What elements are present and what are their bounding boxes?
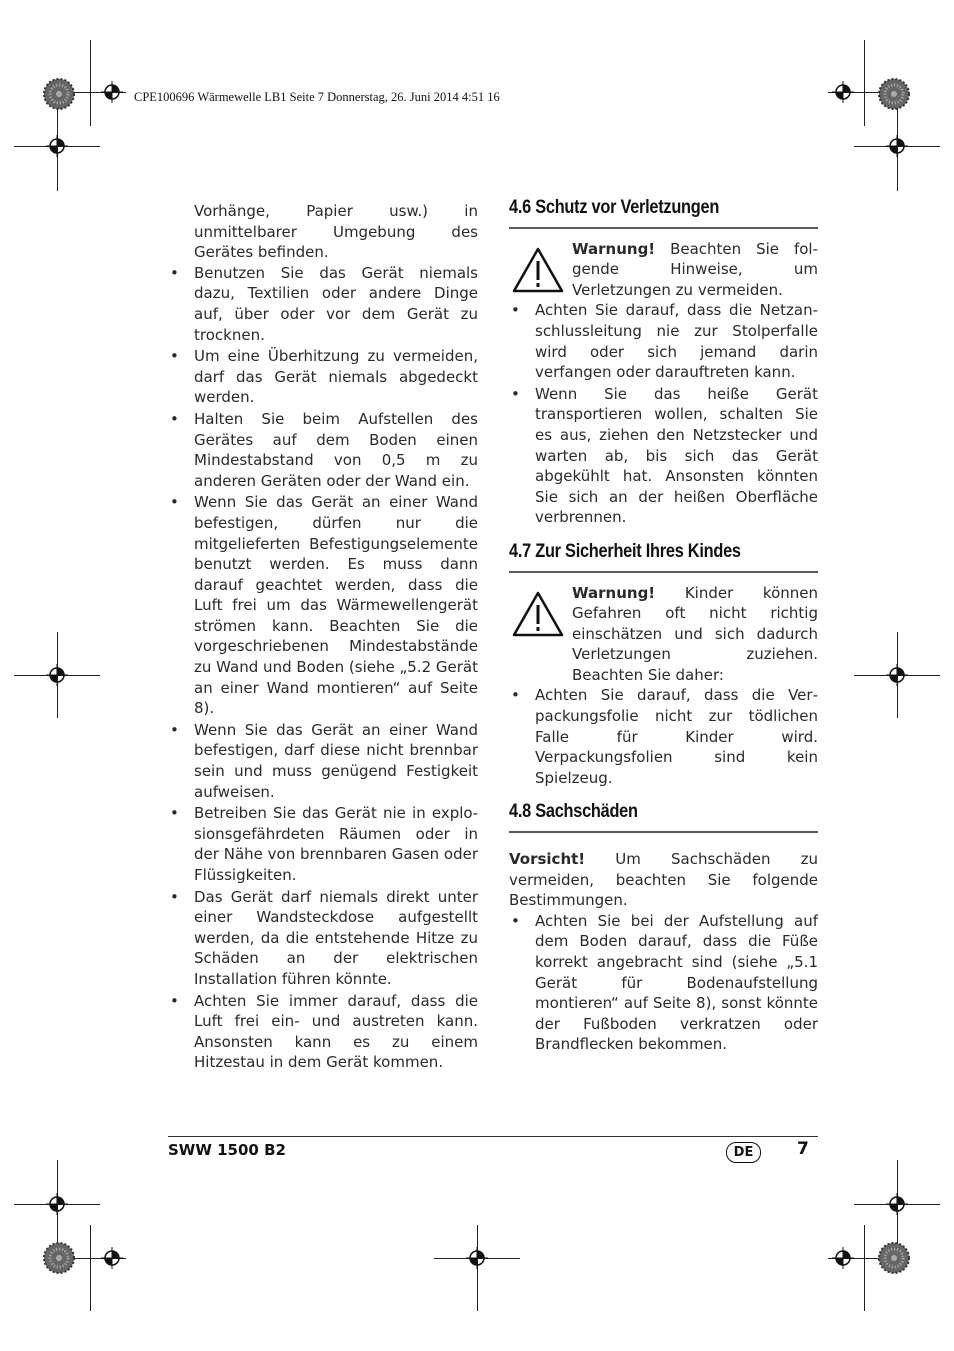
print-job-header: CPE100696 Wärmewelle LB1 Seite 7 Donnerstag, 26. Juni 2014 4:51 16 — [134, 90, 500, 104]
caution-label: Vorsicht! — [509, 850, 586, 869]
warning-text: Kinder können Gefahren oft nicht richtig einschätzen und sich dadurch Verletzungen zuziehen. Beachten Sie daher: — [572, 583, 818, 684]
crosshair-icon — [466, 1247, 488, 1269]
footer-rule — [168, 1136, 818, 1137]
crosshair-icon — [46, 664, 68, 686]
list-item: • Wenn Sie das Gerät an einer Wand befestigen, dürfen nur die mitgelieferten Befestigungselemente benutzt werden. Es muss dann darauf geachtet werden, dass die Luft frei um das Wärmewellengerät strömen kann. Beachten Sie die vorgeschriebenen Mindestabstände zu Wand und Boden (siehe „5.2 Gerät an einer Wand montieren“ auf Seite 8). — [168, 492, 478, 719]
list-item: • Um eine Überhitzung zu vermeiden, darf das Gerät niemals abgedeckt werden. — [168, 346, 478, 408]
list-item: • Achten Sie bei der Aufstellung auf dem Boden darauf, dass die Füße korrekt angebracht sind (siehe „5.1 Gerät für Bodenaufstellung montieren“ auf Seite 8), sonst könnte der Fußboden verkratzen oder Brandflecken bekommen. — [509, 911, 818, 1055]
list-item: • Das Gerät darf niemals direkt unter einer Wandsteckdose aufgestellt werden, da die entstehende Hitze zu Schäden an der elektrischen Installation führen könnte. — [168, 887, 478, 990]
crosshair-icon — [886, 664, 908, 686]
right-column — [509, 198, 818, 1056]
left-column — [168, 201, 478, 1074]
section-title: 4.8 Sachschäden — [509, 801, 638, 823]
warning-label: Warnung! — [572, 583, 656, 602]
crosshair-icon — [886, 1193, 908, 1215]
continued-bullet-text: Vorhänge, Papier usw.) in unmittelbarer Umgebung des Gerätes befinden. — [194, 202, 478, 262]
list-item: • Benutzen Sie das Gerät niemals dazu, Textilien oder andere Dinge auf, über oder vor dem Gerät zu trocknen. — [168, 263, 478, 345]
warning-notice — [509, 583, 818, 686]
section-heading-block — [509, 198, 818, 229]
language-badge: DE — [726, 1142, 761, 1163]
crosshair-icon — [886, 135, 908, 157]
crosshair-icon — [46, 135, 68, 157]
calibration-wheel-icon — [878, 78, 910, 110]
crosshair-icon — [832, 81, 854, 103]
page-number: 7 — [797, 1139, 809, 1159]
calibration-wheel-icon — [878, 1242, 910, 1274]
warning-label: Warnung! — [572, 239, 656, 258]
warning-text: Beachten Sie folgende Hinweise, um Verletzungen zu vermeiden. — [572, 239, 818, 299]
list-item: • Achten Sie darauf, dass die Netzanschlussleitung nie zur Stolperfalle wird oder sich jemand darin verfangen oder darauftreten kann. — [509, 300, 818, 382]
section-bullet-list — [509, 685, 818, 788]
caution-text: Um Sachschäden zu vermeiden, beachten Sie folgende Bestimmungen. — [509, 850, 818, 910]
section-title: 4.7 Zur Sicherheit Ihres Kindes — [509, 540, 741, 562]
crosshair-icon — [101, 81, 123, 103]
warning-triangle-icon — [511, 590, 565, 644]
crosshair-icon — [46, 1193, 68, 1215]
list-item: • Halten Sie beim Aufstellen des Gerätes auf dem Boden einen Mindestabstand von 0,5 m zu anderen Geräten oder der Wand ein. — [168, 409, 478, 491]
calibration-wheel-icon — [43, 78, 75, 110]
caution-notice — [509, 849, 818, 911]
list-item: • Achten Sie darauf, dass die Verpackungsfolie nicht zur tödlichen Falle für Kinder wird. Verpackungsfolien sind kein Spielzeug. — [509, 685, 818, 788]
section-heading-block — [509, 802, 818, 833]
crosshair-icon — [101, 1247, 123, 1269]
section-title: 4.6 Schutz vor Verletzungen — [509, 197, 720, 218]
warning-notice — [509, 239, 818, 301]
list-item: • Wenn Sie das heiße Gerät transportieren wollen, schalten Sie es aus, ziehen den Netzstecker und warten ab, bis sich das Gerät abgekühlt hat. Ansonsten könnten Sie sich an der heißen Oberfläche verbrennen. — [509, 384, 818, 528]
safety-bullet-list — [168, 263, 478, 1073]
section-heading-block — [509, 542, 818, 573]
section-bullet-list — [509, 300, 818, 528]
list-item: • Achten Sie immer darauf, dass die Luft frei ein- und austreten kann. Ansonsten kann es zu einem Hitzestau in dem Gerät kommen. — [168, 991, 478, 1073]
list-item: • Wenn Sie das Gerät an einer Wand befestigen, darf diese nicht brennbar sein und muss genügend Festigkeit aufweisen. — [168, 720, 478, 802]
crosshair-icon — [832, 1247, 854, 1269]
list-item: • Betreiben Sie das Gerät nie in explosionsgefährdeten Räumen oder in der Nähe von brennbaren Gasen oder Flüssigkeiten. — [168, 803, 478, 885]
calibration-wheel-icon — [43, 1242, 75, 1274]
footer-model-name: SWW 1500 B2 — [168, 1141, 286, 1159]
section-bullet-list — [509, 911, 818, 1055]
warning-triangle-icon — [511, 246, 565, 300]
